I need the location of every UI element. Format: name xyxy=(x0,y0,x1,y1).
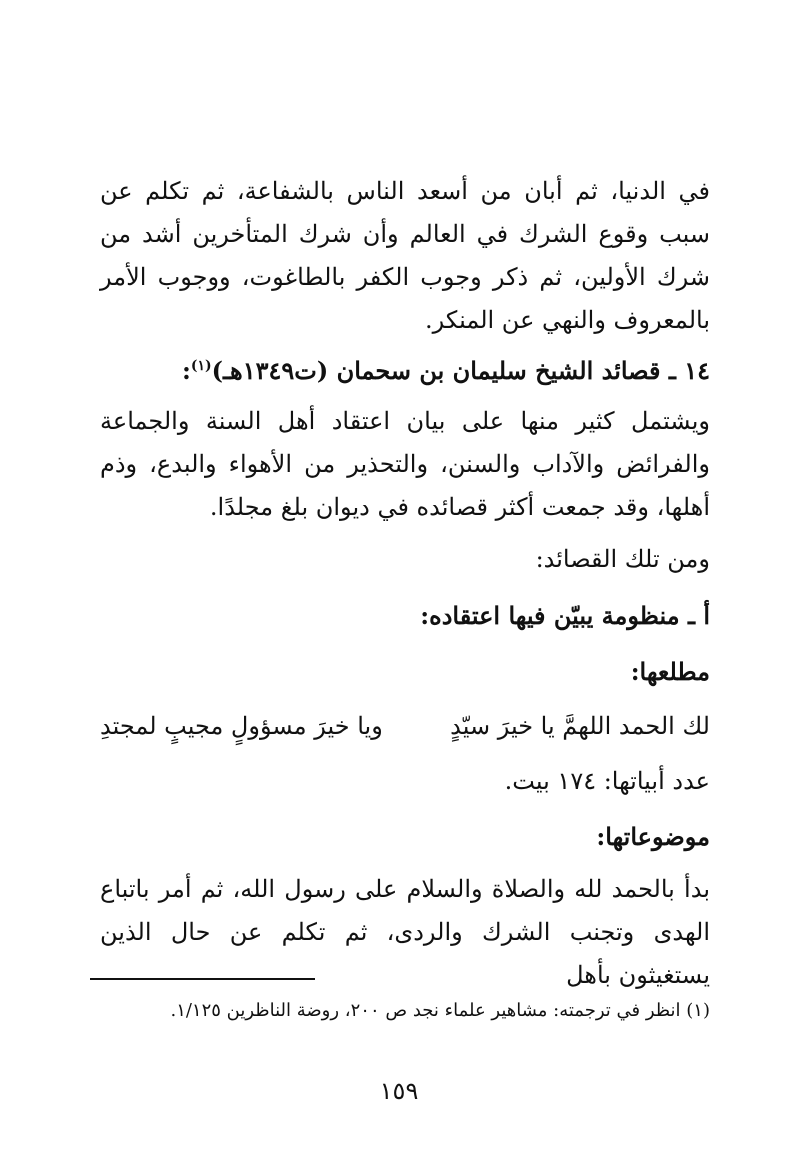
opening-label: مطلعها: xyxy=(630,657,710,686)
footnote-divider xyxy=(90,978,315,980)
topics-label-block xyxy=(100,815,710,858)
section-heading-text: ١٤ ـ قصائد الشيخ سليمان بن سحمان (ت١٣٤٩هـ) xyxy=(211,356,710,385)
intro-line: ومن تلك القصائد: xyxy=(535,545,710,573)
verse-line xyxy=(100,705,710,748)
intro-block xyxy=(100,538,710,581)
footnote-1: (١) انظر في ترجمته: مشاهير علماء نجد ص ٢٠٠، روضة الناظرين ١/١٢٥. xyxy=(170,1000,710,1021)
page-number: ١٥٩ xyxy=(379,1077,419,1105)
opening-label-block xyxy=(100,650,710,693)
verse-block xyxy=(100,705,710,748)
paragraph-1: في الدنيا، ثم أبان من أسعد الناس بالشفاعة، ثم تكلم عن سبب وقوع الشرك في العالم وأن شرك المتأخرين أشد من شرك الأولين، ثم ذكر وجوب الكفر بالطاغوت، ووجوب الأمر بالمعروف والنهي عن المنكر. xyxy=(100,177,710,334)
section-heading-block xyxy=(100,345,710,392)
section-heading xyxy=(100,345,710,392)
count-block xyxy=(100,760,710,803)
section-heading-colon: : xyxy=(182,356,191,385)
verse-second-hemistich: ويا خيرَ مسؤولٍ مجيبٍ لمجتدِ xyxy=(100,712,383,740)
footnote-block xyxy=(100,996,710,1026)
footnote-marker: (١) xyxy=(190,358,212,374)
verse-count: عدد أبياتها: ١٧٤ بيت. xyxy=(504,767,710,795)
topics-label: موضوعاتها: xyxy=(596,822,710,851)
paragraph-2: ويشتمل كثير منها على بيان اعتقاد أهل السنة والجماعة والفرائض والآداب والسنن، والتحذير من الأهواء والبدع، وذم أهلها، وقد جمعت أكثر قصائده في ديوان بلغ مجلدًا. xyxy=(100,407,710,521)
subheading-a: أ ـ منظومة يبيّن فيها اعتقاده: xyxy=(420,601,710,630)
subheading-a-block xyxy=(100,594,710,637)
paragraph-block-2 xyxy=(100,400,710,529)
paragraph-3: بدأ بالحمد لله والصلاة والسلام على رسول الله، ثم أمر باتباع الهدى وتجنب الشرك والردى، ثم تكلم عن حال الذين يستغيثون بأهل xyxy=(100,875,710,989)
paragraph-block-1 xyxy=(100,170,710,342)
verse-first-hemistich: لك الحمد اللهمَّ يا خيرَ سيّدٍ xyxy=(450,712,710,740)
